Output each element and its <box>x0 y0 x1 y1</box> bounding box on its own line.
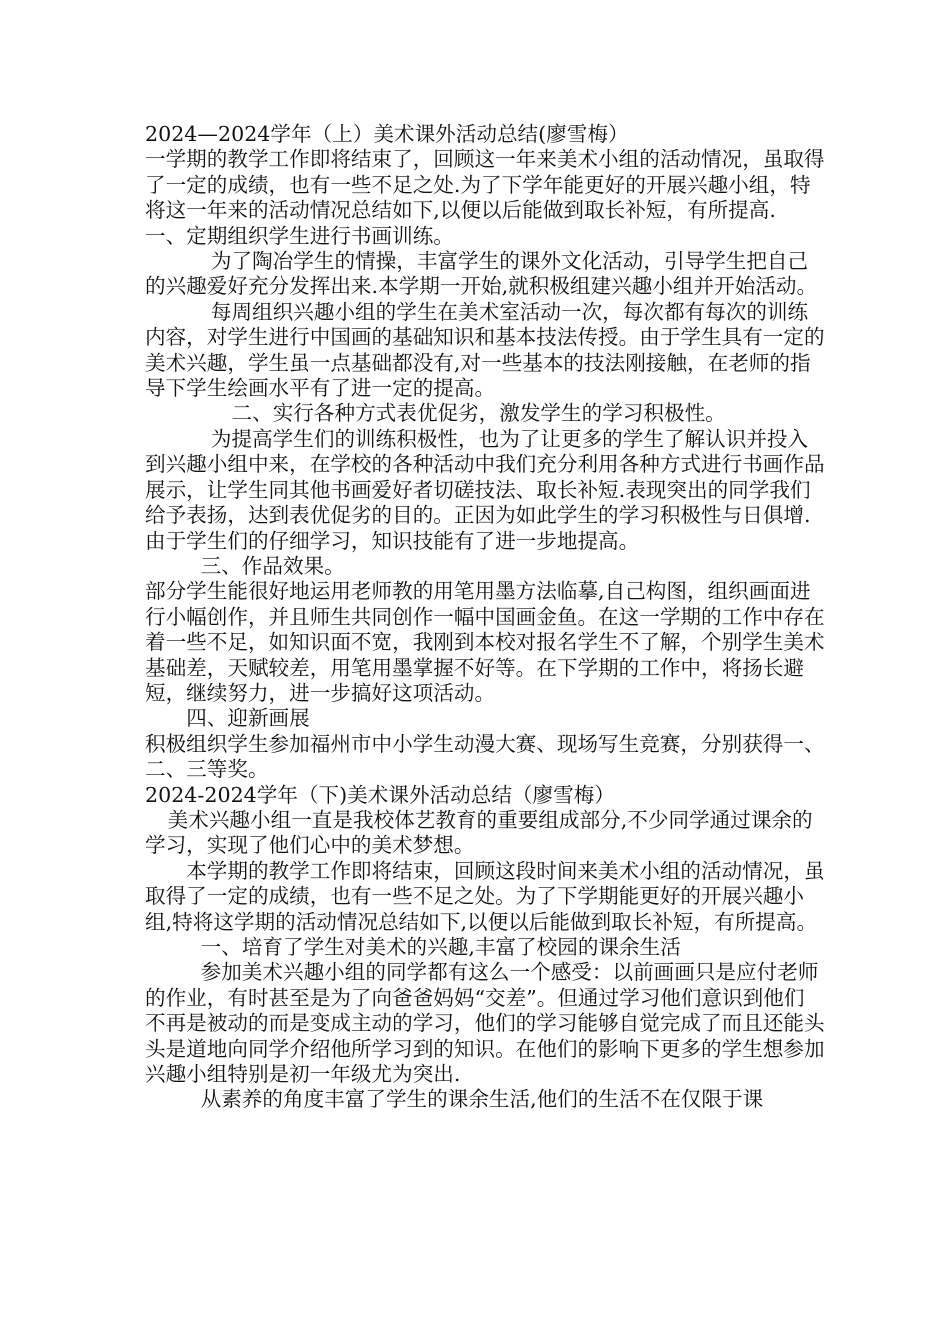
first-term-title: 2024—2024学年（上）美术课外活动总结(廖雪梅） <box>145 122 629 146</box>
paragraph-section2: 为提高学生们的训练积极性，也为了让更多的学生了解认识并投入到兴趣小组中来，在学校的各种活动中我们充分利用各种方式进行书画作品展示，让学生同其他书画爱好者切磋技法、取长补短.表现突出的同学我们给予表扬，达到表优促劣的目的。正因为如此学生的学习积极性与日俱增.由于学生们的仔细学习，知识技能有了进一步地提高。 <box>145 426 825 553</box>
paragraph-second-section1: 参加美术兴趣小组的同学都有这么一个感受：以前画画只是应付老师的作业，有时甚至是为了向爸爸妈妈“交差”。但通过学习他们意识到他们不再是被动的而是变成主动的学习，他们的学习能够自觉完成了而且还能头头是道地向同学介绍他所学习到的知识。在他们的影响下更多的学生想参加兴趣小组特别是初一年级尤为突出. <box>145 960 825 1087</box>
second-section-heading-1: 一、培育了学生对美术的兴趣,丰富了校园的课余生活 <box>200 935 681 959</box>
paragraph-section1-b: 每周组织兴趣小组的学生在美术室活动一次，每次都有每次的训练内容，对学生进行中国画的基础知识和基本技法传授。由于学生具有一定的美术兴趣，学生虽一点基础都没有,对一些基本的技法刚接触，在老师的指导下学生绘画水平有了进一定的提高。 <box>145 299 825 401</box>
paragraph-second-section1-cont: 从素养的角度丰富了学生的课余生活,他们的生活不在仅限于课 <box>200 1087 764 1112</box>
section-heading-1: 一、定期组织学生进行书画训练。 <box>145 223 454 248</box>
paragraph-section4: 积极组织学生参加福州市中小学生动漫大赛、现场写生竞赛，分别获得一、二、三等奖。 <box>145 731 825 782</box>
paragraph-intro: 一学期的教学工作即将结束了，回顾这一年来美术小组的活动情况，虽取得了一定的成绩，也有一些不足之处.为了下学年能更好的开展兴趣小组，特将这一年来的活动情况总结如下,以便以后能做到取长补短，有所提高. <box>145 147 825 223</box>
paragraph-second-overview: 本学期的教学工作即将结束，回顾这段时间来美术小组的活动情况，虽取得了一定的成绩，也有一些不足之处。为了下学期能更好的开展兴趣小组,特将这学期的活动情况总结如下,以便以后能做到取长补短，有所提高。 <box>145 858 825 934</box>
section-heading-3: 三、作品效果。 <box>200 553 345 578</box>
second-term-title: 2024-2024学年（下)美术课外活动总结（廖雪梅） <box>145 782 615 807</box>
section-heading-4: 四、迎新画展 <box>186 706 310 731</box>
document-body <box>145 122 825 1113</box>
paragraph-section1-a: 为了陶冶学生的情操，丰富学生的课外文化活动，引导学生把自己的兴趣爱好充分发挥出来.本学期一开始,就积极组建兴趣小组并开始活动。 <box>145 249 818 299</box>
section-heading-2: 二、实行各种方式表优促劣，激发学生的学习积极性。 <box>231 401 726 426</box>
paragraph-second-intro: 美术兴趣小组一直是我校体艺教育的重要组成部分,不少同学通过课余的学习，实现了他们心中的美术梦想。 <box>145 807 813 858</box>
paragraph-section3: 部分学生能很好地运用老师教的用笔用墨方法临摹,自己构图，组织画面进行小幅创作，并且师生共同创作一幅中国画金鱼。在这一学期的工作中存在着一些不足，如知识面不宽，我刚到本校对报名学生不了解，个别学生美术基础差，天赋较差，用笔用墨掌握不好等。在下学期的工作中，将扬长避短，继续努力，进一步搞好这项活动。 <box>145 579 825 705</box>
